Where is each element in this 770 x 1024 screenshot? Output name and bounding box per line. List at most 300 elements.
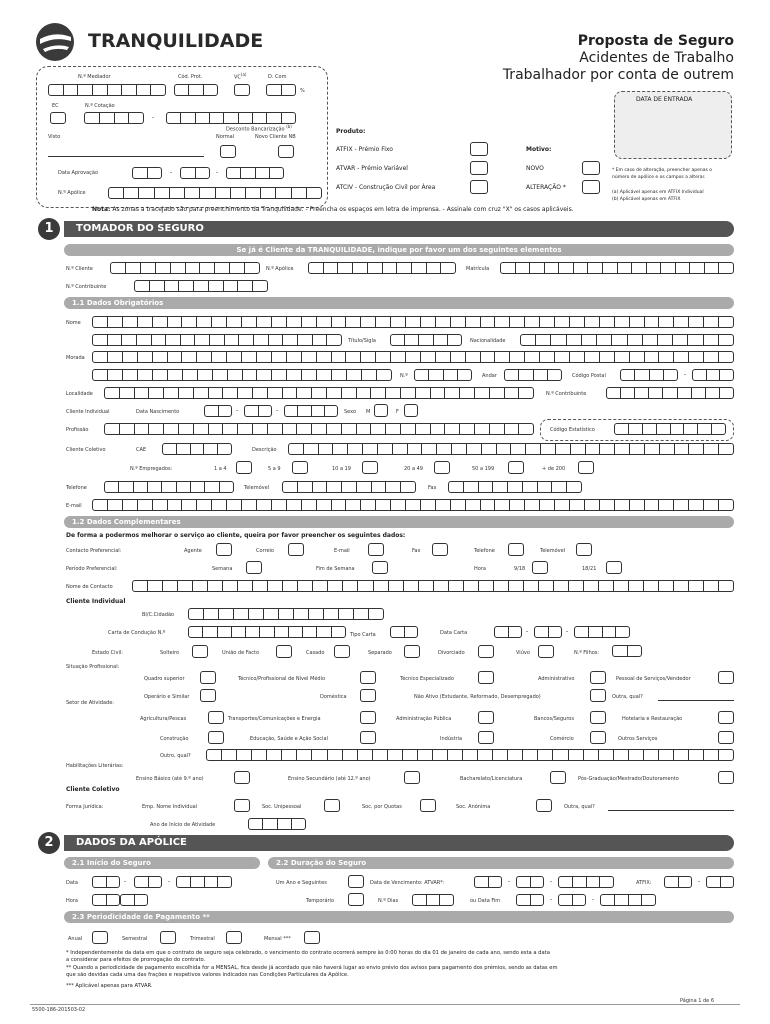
- matricula-field[interactable]: [500, 262, 734, 274]
- label-m: M: [366, 409, 371, 415]
- label-n-contrib: N.º Contribuinte: [66, 284, 107, 290]
- data-aprov-yyyy[interactable]: [226, 167, 284, 179]
- label-email: E-mail: [66, 503, 82, 509]
- andar-field[interactable]: [504, 369, 562, 381]
- sa-agricultura: Agricultura/Pescas: [140, 716, 187, 722]
- fj-soc-anon-checkbox[interactable]: [536, 799, 552, 812]
- n-apolice-field-1[interactable]: [308, 262, 456, 274]
- fj-soc-quotas: Soc. por Quotas: [362, 804, 402, 810]
- dash: -: [566, 628, 569, 635]
- sp-domestica: Doméstica: [320, 694, 347, 700]
- label-cae: CAE: [136, 447, 147, 453]
- sp-operario: Operário e Similar: [144, 694, 190, 700]
- alteracao-checkbox[interactable]: [582, 180, 600, 194]
- dash: -: [550, 896, 553, 903]
- data-aprov-mm[interactable]: [180, 167, 210, 179]
- ec-solteiro-checkbox[interactable]: [192, 645, 208, 658]
- dash: -: [124, 878, 127, 885]
- fj-emp-nome: Emp. Nome Individual: [142, 804, 198, 810]
- fj-soc-quotas-checkbox[interactable]: [420, 799, 436, 812]
- data-aprov-dd[interactable]: [132, 167, 162, 179]
- sp-nao-ativo: Não Ativo (Estudante, Reformado, Desempregado): [414, 694, 541, 700]
- footnote-3: *** Aplicável apenas para ATVAR.: [66, 983, 153, 989]
- ec-casado: Casado: [306, 650, 325, 656]
- label-temporario: Temporário: [306, 898, 335, 904]
- form-subtitle-1: Acidentes de Trabalho: [579, 50, 734, 66]
- sp-administrativo: Administrativo: [538, 676, 575, 682]
- label-carta: Carta de Condução N.º: [108, 630, 166, 636]
- label-d-com: D. Com: [268, 74, 287, 80]
- footer-rule: [30, 1004, 740, 1005]
- morada-field[interactable]: [92, 351, 734, 363]
- sp-tecnico-esp-checkbox[interactable]: [478, 671, 494, 684]
- produto-atvar: ATVAR - Prémio Variável: [336, 165, 408, 172]
- label-n-filhos: N.º Filhos:: [574, 650, 600, 656]
- hora-hh[interactable]: [92, 894, 120, 906]
- cliente-col-heading: Cliente Coletivo: [66, 786, 120, 793]
- label-mensal: Mensal ***: [264, 936, 291, 942]
- label-normal: Normal: [216, 134, 235, 140]
- descricao-field[interactable]: [288, 443, 734, 455]
- sa-hotelaria: Hotelaria e Restauração: [622, 716, 683, 722]
- company-logo: [35, 22, 75, 62]
- dash: -: [526, 628, 529, 635]
- data-nasc-dd[interactable]: [204, 405, 232, 417]
- label-um-ano: Um Ano e Seguintes: [276, 880, 327, 886]
- sexo-f-checkbox[interactable]: [404, 404, 418, 417]
- label-n-apolice-1: N.º Apólice: [266, 266, 294, 272]
- label-f: F: [396, 409, 399, 415]
- hl-sec-checkbox[interactable]: [404, 771, 420, 784]
- dash: -: [592, 896, 595, 903]
- produto-atciv: ATCIV - Construção Civil por Área: [336, 184, 436, 191]
- sp-outra: Outra, qual?: [612, 694, 643, 700]
- label-data-inicio: Data: [66, 880, 78, 886]
- ec-field[interactable]: [50, 112, 66, 124]
- label-anual: Anual: [68, 936, 83, 942]
- venc-atvar-dd[interactable]: [474, 876, 502, 888]
- data-nasc-yyyy[interactable]: [284, 405, 338, 417]
- carta-field[interactable]: [188, 626, 346, 638]
- label-estado-civil: Estado Civil:: [92, 650, 123, 656]
- emp-6-label: + de 200: [542, 466, 566, 472]
- fj-soc-unip: Soc. Unipessoal: [262, 804, 302, 810]
- label-descricao: Descrição: [252, 447, 277, 453]
- bi-field[interactable]: [188, 608, 384, 620]
- tipo-carta-field[interactable]: [390, 626, 418, 638]
- sp-quadro: Quadro superior: [144, 676, 185, 682]
- sp-operario-checkbox[interactable]: [200, 689, 216, 702]
- hl-sec: Ensino Secundário (até 12.º ano): [288, 776, 371, 782]
- ec-uniao: União de Facto: [222, 650, 260, 656]
- cliente-bar: Se já é Cliente da TRANQUILIDADE, indique por favor um dos seguintes elementos: [64, 244, 734, 256]
- pct-sign: %: [300, 88, 305, 94]
- sp-domestica-checkbox[interactable]: [360, 689, 376, 702]
- sp-pessoal-serv-checkbox[interactable]: [718, 671, 734, 684]
- nome-field-2[interactable]: [92, 334, 342, 346]
- n-apolice-field[interactable]: [108, 187, 322, 199]
- motivo-novo: NOVO: [526, 165, 544, 172]
- label-localidade: Localidade: [66, 391, 93, 397]
- ec-solteiro: Solteiro: [160, 650, 180, 656]
- label-atfix: ATFIX:: [636, 880, 652, 886]
- n-mediador-field[interactable]: [48, 84, 166, 96]
- label-data-nasc: Data Nascimento: [136, 409, 180, 415]
- label-telefone: Telefone: [66, 485, 87, 491]
- morada-field-2[interactable]: [92, 369, 392, 381]
- cod-postal-1[interactable]: [620, 369, 678, 381]
- label-novo-nb: Novo Cliente NB: [255, 134, 296, 140]
- n-dias-field[interactable]: [412, 894, 454, 906]
- label-n-apolice: N.º Apólice: [58, 190, 86, 196]
- cp-fax: Fax: [412, 548, 421, 554]
- label-fax: Fax: [428, 485, 437, 491]
- vc-field[interactable]: [234, 84, 250, 96]
- telefone-field[interactable]: [104, 481, 234, 493]
- form-subtitle-2: Trabalhador por conta de outrem: [502, 67, 734, 83]
- mensal-checkbox[interactable]: [304, 931, 320, 944]
- cod-est-field[interactable]: [614, 423, 726, 435]
- label-data-venc: Data de Vencimento: ATVAR*:: [370, 880, 445, 886]
- label-contacto-pref: Contacto Preferencial:: [66, 548, 122, 554]
- telemovel-field[interactable]: [282, 481, 416, 493]
- label-n-cotacao: N.º Cotação: [85, 103, 115, 109]
- label-periodo-pref: Período Preferencial:: [66, 566, 118, 572]
- inicio-bar: 2.1 Início do Seguro: [64, 857, 260, 869]
- label-n-cliente: N.º Cliente: [66, 266, 93, 272]
- produto-label: Produto:: [336, 128, 366, 135]
- label-cod-est: Código Estatístico: [550, 427, 595, 433]
- label-sexo: Sexo: [344, 409, 357, 415]
- inicio-mm[interactable]: [134, 876, 162, 888]
- sa-industria: Indústria: [440, 736, 463, 742]
- label-matricula: Matrícula: [466, 266, 490, 272]
- data-nasc-mm[interactable]: [244, 405, 272, 417]
- label-desconto: Desconto Bancarização $^{(b)}$: [226, 124, 292, 133]
- section-2-title: DADOS DA APÓLICE: [64, 835, 734, 851]
- label-setor: Setor de Atividade:: [66, 700, 114, 706]
- cp-agente-checkbox[interactable]: [216, 543, 232, 556]
- emp-2-checkbox[interactable]: [292, 461, 308, 474]
- dash: -: [550, 878, 553, 885]
- um-ano-checkbox[interactable]: [348, 875, 364, 888]
- footnote-2: ** Quando a periodicidade de pagamento escolhida for a MENSAL, fica desde já acordado que não haverá lugar ao envio prévio dos avisos para pagamento dos prémios, sendo as datas em: [66, 965, 558, 971]
- data-fim-yyyy[interactable]: [600, 894, 656, 906]
- pp-hora: Hora: [474, 566, 486, 572]
- sa-outros-serv-checkbox[interactable]: [718, 731, 734, 744]
- data-carta-mm[interactable]: [534, 626, 562, 638]
- fax-field[interactable]: [448, 481, 582, 493]
- sa-outro-qual: Outro, qual?: [160, 753, 191, 759]
- label-nacionalidade: Nacionalidade: [470, 338, 506, 344]
- label-bi: BI/C.Cidadão: [142, 612, 175, 618]
- titulo-field[interactable]: [390, 334, 462, 346]
- label-n-mediador: N.º Mediador: [78, 74, 111, 80]
- ec-casado-checkbox[interactable]: [334, 645, 350, 658]
- pp-fim-semana: Fim de Semana: [316, 566, 355, 572]
- novo-nb-checkbox[interactable]: [278, 145, 294, 158]
- sp-tecnico-prof-checkbox[interactable]: [360, 671, 376, 684]
- d-com-field[interactable]: [266, 84, 296, 96]
- n-filhos-field[interactable]: [612, 645, 642, 657]
- sa-construcao: Construção: [160, 736, 189, 742]
- dash: -: [276, 407, 279, 414]
- label-n-empregados: N.º Empregados:: [130, 466, 173, 472]
- sa-comercio-checkbox[interactable]: [590, 731, 606, 744]
- sa-transportes: Transportes/Comunicações e Energia: [228, 716, 321, 722]
- label-data-fim: ou Data Fim: [470, 898, 501, 904]
- nome-field[interactable]: [92, 316, 734, 328]
- dash: -: [236, 407, 239, 414]
- pp-h2-checkbox[interactable]: [606, 561, 622, 574]
- fj-outra-line[interactable]: [608, 810, 734, 811]
- label-hora: Hora: [66, 898, 78, 904]
- label-morada: Morada: [66, 355, 85, 361]
- nome-contacto-field[interactable]: [132, 580, 734, 592]
- sexo-m-checkbox[interactable]: [374, 404, 388, 417]
- hl-bach: Bacharelato/Licenciatura: [460, 776, 523, 782]
- fj-outra: Outra, qual?: [564, 804, 595, 810]
- pp-h1-checkbox[interactable]: [532, 561, 548, 574]
- sa-industria-checkbox[interactable]: [478, 731, 494, 744]
- data-entrada-label: DATA DE ENTRADA: [636, 96, 693, 103]
- data-carta-yyyy[interactable]: [574, 626, 630, 638]
- emp-5-label: 50 a 199: [472, 466, 495, 472]
- cae-field[interactable]: [162, 443, 232, 455]
- ano-inicio-field[interactable]: [248, 818, 306, 830]
- emp-1-checkbox[interactable]: [236, 461, 252, 474]
- sa-educacao-checkbox[interactable]: [360, 731, 376, 744]
- ec-viuvo: Viúvo: [516, 650, 530, 656]
- hl-bach-checkbox[interactable]: [550, 771, 566, 784]
- dados-compl-bar: 1.2 Dados Complementares: [64, 516, 734, 528]
- section-2-number: 2: [38, 832, 60, 854]
- atfix-checkbox[interactable]: [470, 142, 488, 156]
- emp-4-checkbox[interactable]: [434, 461, 450, 474]
- venc-atvar-mm[interactable]: [516, 876, 544, 888]
- hl-pos-checkbox[interactable]: [718, 771, 734, 784]
- form-code: 5500-186-201503-02: [32, 1007, 86, 1013]
- email-field[interactable]: [92, 499, 734, 511]
- pp-h1: 9/18: [514, 566, 526, 572]
- atciv-checkbox[interactable]: [470, 180, 488, 194]
- cp-telemovel: Telemóvel: [540, 548, 566, 554]
- localidade-field[interactable]: [104, 387, 534, 399]
- no-field[interactable]: [414, 369, 472, 381]
- cp-email-checkbox[interactable]: [368, 543, 384, 556]
- n-contrib-field[interactable]: [134, 280, 268, 292]
- normal-checkbox[interactable]: [220, 145, 236, 158]
- pp-h2: 18/21: [582, 566, 597, 572]
- sa-transportes-checkbox[interactable]: [360, 711, 376, 724]
- label-vc: VC$^{(a)}$: [234, 72, 247, 81]
- cp-email: E-mail: [334, 548, 350, 554]
- hl-basico-checkbox[interactable]: [234, 771, 250, 784]
- cod-prot-field[interactable]: [174, 84, 218, 96]
- emp-3-checkbox[interactable]: [362, 461, 378, 474]
- label-ec: EC: [52, 103, 59, 109]
- periodicidade-bar: 2.3 Periodicidade de Pagamento **: [64, 911, 734, 923]
- label-forma-jur: Forma Jurídica:: [66, 804, 104, 810]
- label-cliente-ind: Cliente Individual: [66, 409, 110, 415]
- sp-nao-ativo-checkbox[interactable]: [590, 689, 606, 702]
- label-cliente-col: Cliente Coletivo: [66, 447, 106, 453]
- sa-comercio: Comércio: [550, 736, 574, 742]
- page-number: Página 1 de 6: [680, 998, 715, 1004]
- dash: -: [170, 169, 173, 176]
- fj-soc-unip-checkbox[interactable]: [324, 799, 340, 812]
- ec-separado-checkbox[interactable]: [404, 645, 420, 658]
- emp-6-checkbox[interactable]: [578, 461, 594, 474]
- sp-pessoal-serv: Pessoal de Serviços/Vendedor: [616, 676, 691, 682]
- semestral-checkbox[interactable]: [160, 931, 176, 944]
- inicio-yyyy[interactable]: [176, 876, 232, 888]
- sp-tecnico-esp: Técnico Especializado: [400, 676, 454, 682]
- sa-construcao-checkbox[interactable]: [208, 731, 224, 744]
- motivo-label: Motivo:: [526, 146, 552, 153]
- section-1-number: 1: [38, 218, 60, 240]
- label-visto: Visto: [48, 134, 61, 140]
- label-n-contrib-2: N.º Contribuinte: [546, 391, 587, 397]
- anual-checkbox[interactable]: [92, 931, 108, 944]
- temporario-checkbox[interactable]: [348, 893, 364, 906]
- dash: -: [216, 169, 219, 176]
- label-cod-postal: Código Postal: [572, 373, 606, 379]
- inicio-dd[interactable]: [92, 876, 120, 888]
- sa-outros-serv: Outros Serviços: [618, 736, 658, 742]
- produto-atfix: ATFIX - Prémio Fixo: [336, 146, 393, 153]
- ec-uniao-checkbox[interactable]: [276, 645, 292, 658]
- ec-separado: Separado: [368, 650, 392, 656]
- n-cotacao-field-2[interactable]: [166, 112, 296, 124]
- sa-admin-publica-checkbox[interactable]: [478, 711, 494, 724]
- label-telemovel: Telemóvel: [244, 485, 270, 491]
- motivo-note-1: * Em caso de alteração, preencher apenas o: [612, 168, 713, 173]
- form-title: Proposta de Seguro: [577, 33, 734, 49]
- brand-name: TRANQUILIDADE: [88, 30, 264, 52]
- pp-fim-semana-checkbox[interactable]: [372, 561, 388, 574]
- label-nome: Nome: [66, 320, 81, 326]
- trimestral-checkbox[interactable]: [226, 931, 242, 944]
- emp-1-label: 1 a 4: [214, 466, 227, 472]
- atvar-checkbox[interactable]: [470, 161, 488, 175]
- n-cliente-field[interactable]: [110, 262, 260, 274]
- ec-divorciado: Divorciado: [438, 650, 465, 656]
- venc-atfix-dd[interactable]: [664, 876, 692, 888]
- emp-2-label: 5 a 9: [268, 466, 281, 472]
- label-tipo-carta: Tipo Carta: [350, 632, 376, 638]
- label-semestral: Semestral: [122, 936, 148, 942]
- motivo-note-1b: número de apólice e os campos a alterar.: [612, 175, 706, 180]
- cp-fax-checkbox[interactable]: [432, 543, 448, 556]
- note-b: (b) Aplicável apenas em ATFIX: [612, 197, 681, 202]
- emp-4-label: 20 a 49: [404, 466, 423, 472]
- novo-checkbox[interactable]: [582, 161, 600, 175]
- footnote-1: * Independentemente da data em que o contrato de seguro seja celebrado, o vencimento do contrato ocorrerá sempre às 0:00 horas do dia 01 de janeiro de cada ano, sendo esta a data: [66, 950, 550, 956]
- sa-bancos: Bancos/Seguros: [534, 716, 574, 722]
- sp-outra-line[interactable]: [658, 700, 734, 701]
- fj-emp-nome-checkbox[interactable]: [234, 799, 250, 812]
- sa-admin-publica: Administração Pública: [396, 716, 452, 722]
- cp-telefone-checkbox[interactable]: [508, 543, 524, 556]
- hl-pos: Pós-Graduação/Mestrado/Doutoramento: [578, 776, 679, 782]
- cp-telemovel-checkbox[interactable]: [576, 543, 592, 556]
- label-cod-prot: Cód. Prot.: [178, 74, 203, 80]
- sa-bancos-checkbox[interactable]: [590, 711, 606, 724]
- duracao-bar: 2.2 Duração do Seguro: [268, 857, 734, 869]
- sp-quadro-checkbox[interactable]: [200, 671, 216, 684]
- venc-atvar-yyyy[interactable]: [558, 876, 614, 888]
- dash: -: [168, 878, 171, 885]
- label-no: N.º: [400, 373, 408, 379]
- label-data-aprov: Data Aprovação: [58, 170, 99, 176]
- emp-5-checkbox[interactable]: [508, 461, 524, 474]
- sp-tecnico-prof: Técnico/Profissional de Nível Médio: [238, 676, 326, 682]
- ec-viuvo-checkbox[interactable]: [538, 645, 554, 658]
- sa-outro-field[interactable]: [206, 749, 734, 761]
- visto-line: [48, 156, 204, 157]
- n-cotacao-field-1[interactable]: [84, 112, 144, 124]
- ec-divorciado-checkbox[interactable]: [478, 645, 494, 658]
- label-nome-contacto: Nome de Contacto: [66, 584, 113, 590]
- label-habilit: Habilitações Literárias:: [66, 763, 124, 769]
- dados-obrig-bar: 1.1 Dados Obrigatórios: [64, 297, 734, 309]
- data-fim-dd[interactable]: [516, 894, 544, 906]
- emp-3-label: 10 a 19: [332, 466, 351, 472]
- label-n-dias: N.º Dias: [378, 898, 399, 904]
- hora-mm[interactable]: [120, 894, 148, 906]
- pp-semana-checkbox[interactable]: [246, 561, 262, 574]
- motivo-alteracao: ALTERAÇÃO *: [526, 184, 566, 191]
- sa-agricultura-checkbox[interactable]: [208, 711, 224, 724]
- dash: -: [508, 878, 511, 885]
- n-contrib-field-2[interactable]: [606, 387, 734, 399]
- dash: -: [698, 878, 701, 885]
- sp-administrativo-checkbox[interactable]: [590, 671, 606, 684]
- data-fim-mm[interactable]: [558, 894, 586, 906]
- venc-atfix-mm[interactable]: [706, 876, 734, 888]
- footnote-1b: a considerar para efeitos de prorrogação do contrato.: [66, 957, 206, 963]
- pp-semana: Semana: [212, 566, 233, 572]
- compl-intro: De forma a podermos melhorar o serviço ao cliente, queira por favor preencher os seguintes dados:: [66, 532, 406, 539]
- label-titulo: Título/Sigla: [348, 338, 376, 344]
- sa-educacao: Educação, Saúde e Ação Social: [250, 736, 328, 742]
- label-andar: Andar: [482, 373, 497, 379]
- cp-correio-checkbox[interactable]: [288, 543, 304, 556]
- fj-soc-anon: Soc. Anónima: [456, 804, 491, 810]
- profissao-field[interactable]: [104, 423, 534, 435]
- dash: -: [152, 114, 155, 121]
- dash: -: [684, 371, 687, 378]
- label-profissao: Profissão: [66, 427, 89, 433]
- note-a: (a) Aplicável apenas em ATFIX Individual: [612, 190, 704, 195]
- cliente-ind-heading: Cliente Individual: [66, 598, 126, 605]
- cp-telefone: Telefone: [474, 548, 495, 554]
- cp-correio: Correio: [256, 548, 274, 554]
- section-1-title: TOMADOR DO SEGURO: [64, 221, 734, 237]
- nota-line: Nota: As zonas a tracejado são para preenchimento da Tranquilidade. - Preencha os espaços em letra de imprensa. - Assinale com cruz "X" os casos aplicáveis.: [92, 206, 574, 213]
- sa-hotelaria-checkbox[interactable]: [718, 711, 734, 724]
- cod-postal-2[interactable]: [692, 369, 734, 381]
- nacionalidade-field[interactable]: [520, 334, 734, 346]
- hl-basico: Ensino Básico (até 9.º ano): [136, 776, 204, 782]
- label-trimestral: Trimestral: [190, 936, 215, 942]
- label-sit-prof: Situação Profissional:: [66, 664, 120, 670]
- data-carta-dd[interactable]: [494, 626, 522, 638]
- label-ano-inicio: Ano de Início de Atividade: [150, 822, 216, 828]
- cp-agente: Agente: [184, 548, 202, 554]
- label-data-carta: Data Carta: [440, 630, 468, 636]
